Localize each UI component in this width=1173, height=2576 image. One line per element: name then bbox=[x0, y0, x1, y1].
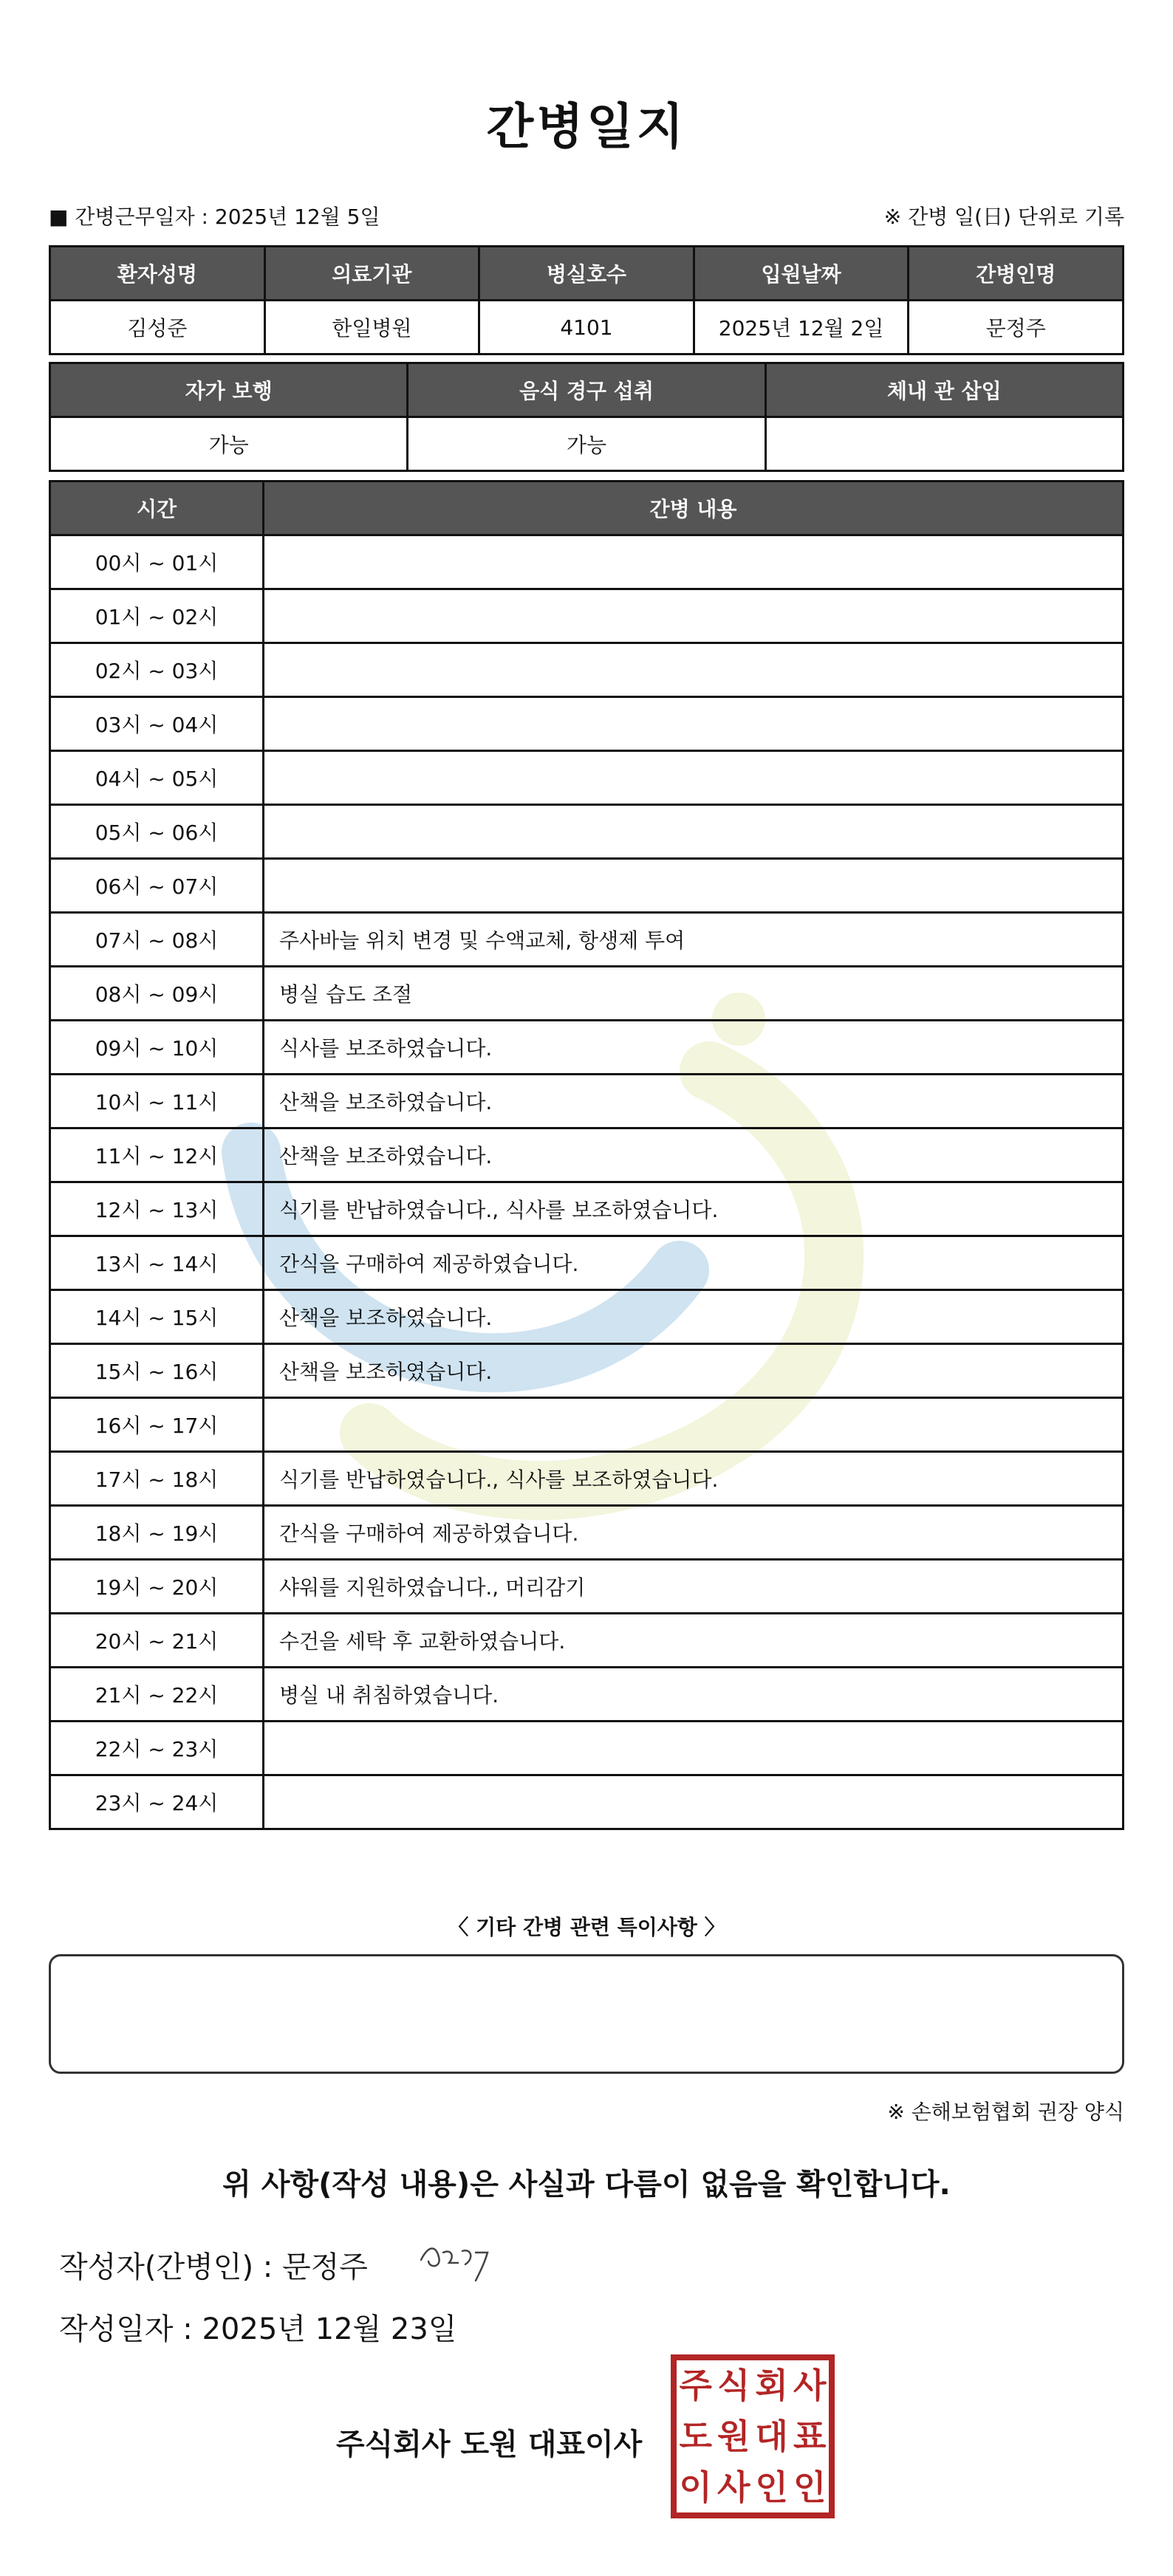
walking-value: 가능 bbox=[50, 417, 408, 471]
log-time: 18시 ~ 19시 bbox=[50, 1506, 264, 1560]
room-number: 4101 bbox=[479, 301, 694, 354]
log-row bbox=[50, 859, 1124, 913]
log-time: 21시 ~ 22시 bbox=[50, 1668, 264, 1722]
log-row bbox=[50, 1182, 1124, 1236]
care-log-table bbox=[49, 480, 1124, 1830]
log-content bbox=[264, 1775, 1124, 1829]
log-content bbox=[264, 751, 1124, 805]
log-row bbox=[50, 1075, 1124, 1128]
log-row bbox=[50, 967, 1124, 1021]
log-row bbox=[50, 1775, 1124, 1829]
log-content bbox=[264, 697, 1124, 751]
log-time: 04시 ~ 05시 bbox=[50, 751, 264, 805]
company-seal-icon: 주 식 회 사 도 원 대 표 이 사 인 인 bbox=[671, 2354, 835, 2518]
log-time: 17시 ~ 18시 bbox=[50, 1452, 264, 1506]
log-row bbox=[50, 913, 1124, 967]
log-row bbox=[50, 1668, 1124, 1722]
log-content bbox=[264, 1398, 1124, 1452]
log-row bbox=[50, 1560, 1124, 1614]
log-time: 16시 ~ 17시 bbox=[50, 1398, 264, 1452]
log-row bbox=[50, 1128, 1124, 1182]
document-title: 간병일지 bbox=[486, 98, 687, 155]
log-row bbox=[50, 535, 1124, 589]
hospital-name: 한일병원 bbox=[264, 301, 479, 354]
log-content: 병실 습도 조절 bbox=[264, 967, 1124, 1021]
log-content: 간식을 구매하여 제공하였습니다. bbox=[264, 1506, 1124, 1560]
log-content: 식기를 반납하였습니다., 식사를 보조하였습니다. bbox=[264, 1452, 1124, 1506]
log-time: 02시 ~ 03시 bbox=[50, 643, 264, 697]
log-row bbox=[50, 589, 1124, 643]
log-row bbox=[50, 1506, 1124, 1560]
log-row bbox=[50, 805, 1124, 859]
header-patient-name: 환자성명 bbox=[50, 247, 265, 301]
header-tube: 체내 관 삽입 bbox=[765, 363, 1123, 417]
log-time: 06시 ~ 07시 bbox=[50, 859, 264, 913]
log-content: 간식을 구매하여 제공하였습니다. bbox=[264, 1236, 1124, 1290]
log-row bbox=[50, 1398, 1124, 1452]
log-time: 15시 ~ 16시 bbox=[50, 1344, 264, 1398]
header-hospital: 의료기관 bbox=[264, 247, 479, 301]
signature-icon bbox=[414, 2230, 517, 2289]
record-note: ※ 간병 일(日) 단위로 기록 bbox=[883, 205, 1124, 229]
log-content: 수건을 세탁 후 교환하였습니다. bbox=[264, 1614, 1124, 1668]
log-time: 01시 ~ 02시 bbox=[50, 589, 264, 643]
log-content: 샤워를 지원하였습니다., 머리감기 bbox=[264, 1560, 1124, 1614]
patient-name: 김성준 bbox=[50, 301, 265, 354]
log-row bbox=[50, 1344, 1124, 1398]
log-time: 10시 ~ 11시 bbox=[50, 1075, 264, 1128]
log-content: 식기를 반납하였습니다., 식사를 보조하였습니다. bbox=[264, 1182, 1124, 1236]
recommend-note: ※ 손해보험협회 권장 양식 bbox=[887, 2100, 1124, 2124]
log-time: 05시 ~ 06시 bbox=[50, 805, 264, 859]
notice-title: 〈 기타 간병 관련 특이사항 〉 bbox=[448, 1915, 725, 1939]
log-time: 11시 ~ 12시 bbox=[50, 1128, 264, 1182]
header-walking: 자가 보행 bbox=[50, 363, 408, 417]
log-content: 산책을 보조하였습니다. bbox=[264, 1290, 1124, 1344]
log-row bbox=[50, 1021, 1124, 1075]
log-row bbox=[50, 1290, 1124, 1344]
log-content bbox=[264, 1722, 1124, 1775]
log-content: 병실 내 취침하였습니다. bbox=[264, 1668, 1124, 1722]
admission-date: 2025년 12월 2일 bbox=[694, 301, 909, 354]
log-content bbox=[264, 805, 1124, 859]
log-time: 22시 ~ 23시 bbox=[50, 1722, 264, 1775]
log-row bbox=[50, 1236, 1124, 1290]
confirm-statement: 위 사항(작성 내용)은 사실과 다름이 없음을 확인합니다. bbox=[222, 2168, 951, 2202]
log-time: 14시 ~ 15시 bbox=[50, 1290, 264, 1344]
log-content: 산책을 보조하였습니다. bbox=[264, 1344, 1124, 1398]
log-time: 00시 ~ 01시 bbox=[50, 535, 264, 589]
log-content bbox=[264, 643, 1124, 697]
log-content: 산책을 보조하였습니다. bbox=[264, 1075, 1124, 1128]
log-row bbox=[50, 643, 1124, 697]
log-time: 19시 ~ 20시 bbox=[50, 1560, 264, 1614]
work-date: ■ 간병근무일자 : 2025년 12월 5일 bbox=[49, 205, 380, 229]
log-row bbox=[50, 1614, 1124, 1668]
writer-line: 작성자(간병인) : 문정주 bbox=[59, 2250, 368, 2284]
log-time: 13시 ~ 14시 bbox=[50, 1236, 264, 1290]
patient-info-table bbox=[49, 245, 1124, 355]
log-row bbox=[50, 1452, 1124, 1506]
log-time: 23시 ~ 24시 bbox=[50, 1775, 264, 1829]
header-care-content: 간병 내용 bbox=[264, 482, 1124, 535]
log-content: 주사바늘 위치 변경 및 수액교체, 항생제 투여 bbox=[264, 913, 1124, 967]
header-room: 병실호수 bbox=[479, 247, 694, 301]
log-content: 산책을 보조하였습니다. bbox=[264, 1128, 1124, 1182]
header-admission-date: 입원날짜 bbox=[694, 247, 909, 301]
caregiver-name: 문정주 bbox=[909, 301, 1124, 354]
tube-value bbox=[765, 417, 1123, 471]
log-time: 08시 ~ 09시 bbox=[50, 967, 264, 1021]
log-time: 07시 ~ 08시 bbox=[50, 913, 264, 967]
header-caregiver: 간병인명 bbox=[909, 247, 1124, 301]
oral-intake-value: 가능 bbox=[408, 417, 765, 471]
log-time: 09시 ~ 10시 bbox=[50, 1021, 264, 1075]
header-oral-intake: 음식 경구 섭취 bbox=[408, 363, 765, 417]
log-time: 12시 ~ 13시 bbox=[50, 1182, 264, 1236]
header-time: 시간 bbox=[50, 482, 264, 535]
log-content bbox=[264, 589, 1124, 643]
log-content: 식사를 보조하였습니다. bbox=[264, 1021, 1124, 1075]
log-row bbox=[50, 697, 1124, 751]
notice-box bbox=[49, 1954, 1124, 2074]
log-content bbox=[264, 535, 1124, 589]
written-date: 작성일자 : 2025년 12월 23일 bbox=[59, 2312, 457, 2346]
log-time: 03시 ~ 04시 bbox=[50, 697, 264, 751]
log-time: 20시 ~ 21시 bbox=[50, 1614, 264, 1668]
patient-status-table bbox=[49, 362, 1124, 472]
log-row bbox=[50, 1722, 1124, 1775]
company-representative: 주식회사 도원 대표이사 bbox=[336, 2428, 643, 2462]
log-content bbox=[264, 859, 1124, 913]
log-row bbox=[50, 751, 1124, 805]
